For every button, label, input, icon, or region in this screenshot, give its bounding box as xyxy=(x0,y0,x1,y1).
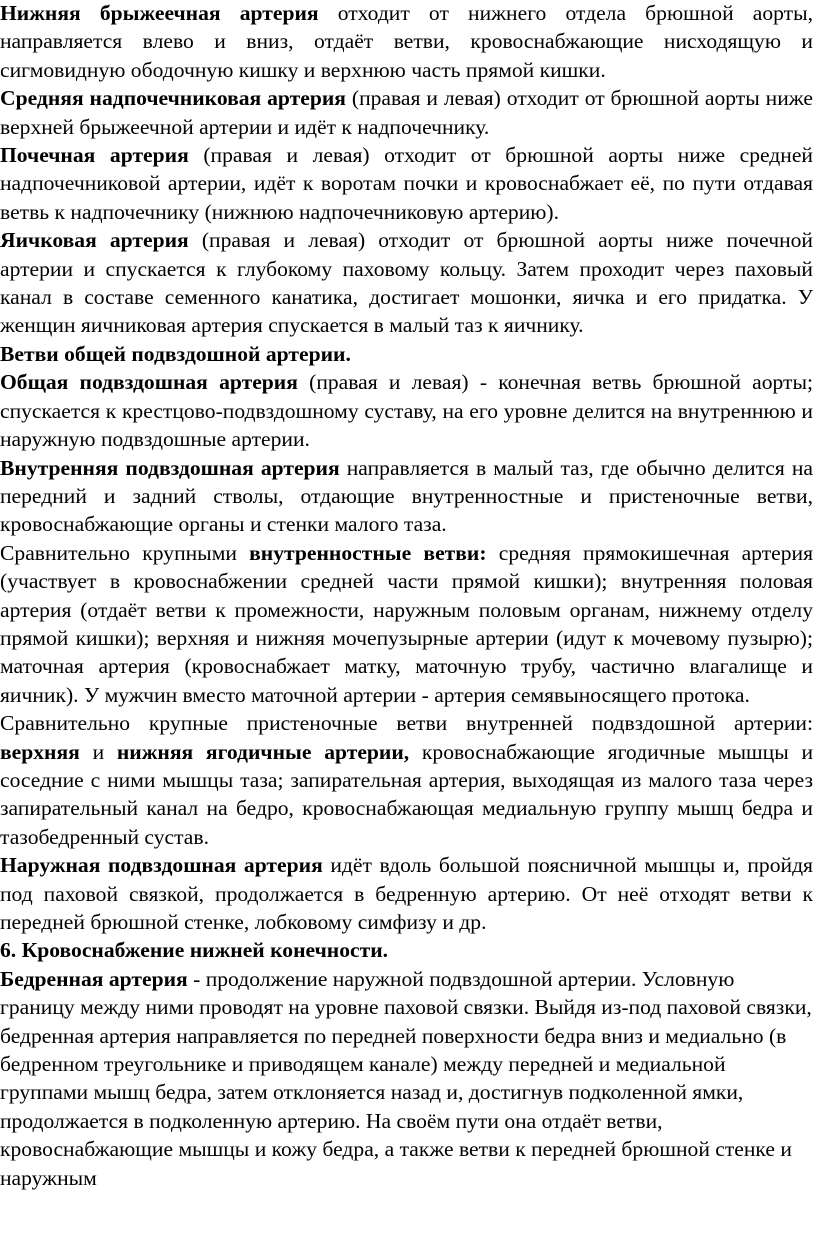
paragraph-text: (правая и левая) отходит от брюшной аорты ниже верхней брыжеечной артерии и идёт к надпочечнику. xyxy=(0,86,813,139)
paragraph-internal-iliac-artery xyxy=(0,454,813,539)
paragraph-text: направляется в малый таз, где обычно делится на передний и задний стволы, отдающие внутренностные и пристеночные ветви, кровоснабжающие органы и стенки малого таза. xyxy=(0,455,814,537)
paragraph-external-iliac-artery xyxy=(0,851,813,936)
term-femoral-artery: Бедренная артерия xyxy=(0,966,188,991)
paragraph-parietal-branches xyxy=(0,709,813,851)
paragraph-femoral-artery xyxy=(0,965,813,1192)
heading-text: Ветви общей подвздошной артерии. xyxy=(0,341,351,366)
term-superior: верхняя xyxy=(0,739,80,764)
paragraph-lead: Сравнительно крупные пристеночные ветви внутренней подвздошной артерии: xyxy=(0,711,813,736)
term-middle-suprarenal-artery: Средняя надпочечниковая артерия xyxy=(0,86,346,111)
paragraph-text: отходит от нижнего отдела брюшной аорты, направляется влево и вниз, отдаёт ветви, кровоснабжающие нисходящую и сигмовидную ободочную кишку и верхнюю часть прямой кишки. xyxy=(0,1,813,82)
paragraph-testicular-artery xyxy=(0,226,813,340)
term-external-iliac-artery: Наружная подвздошная артерия xyxy=(0,853,323,878)
paragraph-text: кровоснабжающие ягодичные мышцы и соседние с ними мышцы таза; запирательная артерия, выходящая из малого таза через запирательный канал на бедро, кровоснабжающая медиальную группу мышц бедра и тазобедренный сустав. xyxy=(0,739,814,849)
paragraph-mid: и xyxy=(79,739,117,764)
paragraph-text: идёт вдоль большой поясничной мышцы и, пройдя под паховой связкой, продолжается в бедренную артерию. От неё отходят ветви к передней брюшной стенке, лобковому симфизу и др. xyxy=(0,853,813,934)
term-renal-artery: Почечная артерия xyxy=(0,143,189,168)
term-internal-iliac-artery: Внутренняя подвздошная артерия xyxy=(0,455,340,480)
paragraph-visceral-branches xyxy=(0,539,813,709)
paragraph-common-iliac-artery xyxy=(0,368,813,453)
paragraph-middle-suprarenal-artery xyxy=(0,84,813,141)
section-heading-common-iliac-branches xyxy=(0,340,813,368)
term-visceral-branches: внутренностные ветви: xyxy=(249,540,487,565)
paragraph-inferior-mesenteric-artery xyxy=(0,0,813,84)
heading-text: 6. Кровоснабжение нижней конечности. xyxy=(0,938,389,963)
paragraph-text: (правая и левая) отходит от брюшной аорты ниже почечной артерии и спускается к глубокому паховому кольцу. Затем проходит через паховый канал в составе семенного канатика, достигает мошонки, яичка и его придатка. У женщин яичниковая артерия спускается в малый таз к яичнику. xyxy=(0,228,813,338)
paragraph-lead: Сравнительно крупными xyxy=(0,540,250,565)
section-heading-lower-limb xyxy=(0,936,813,964)
paragraph-text: (правая и левая) отходит от брюшной аорты ниже средней надпочечниковой артерии, идёт к воротам почки и кровоснабжает её, по пути отдавая ветвь к надпочечнику (нижнюю надпочечниковую артерию). xyxy=(0,143,813,224)
term-common-iliac-artery: Общая подвздошная артерия xyxy=(0,370,298,395)
paragraph-text: (правая и левая) - конечная ветвь брюшной аорты; спускается к крестцово-подвздошному суставу, на его уровне делится на внутреннюю и наружную подвздошные артерии. xyxy=(0,370,813,452)
term-testicular-artery: Яичковая артерия xyxy=(0,228,189,253)
paragraph-text: - продолжение наружной подвздошной артерии. Условную границу между ними проводят на уровне паховой связки. Выйдя из-под паховой связки, бедренная артерия направляется по передней поверхности бедра вниз и медиально (в бедренном треугольнике и приводящем канале) между передней и медиальной группами мышц бедра, затем отклоняется назад и, достигнув подколенной ямки, продолжается в подколенную артерию. На своём пути она отдаёт ветви, кровоснабжающие мышцы и кожу бедра, а также ветви к передней брюшной стенке и наружным xyxy=(0,966,812,1190)
paragraph-text: средняя прямокишечная артерия (участвует в кровоснабжении средней части прямой кишки); внутренняя половая артерия (отдаёт ветви к промежности, наружным половым органам, нижнему отделу прямой кишки); верхняя и нижняя мочепузырные артерии (идут к мочевому пузырю); маточная артерия (кровоснабжает матку, маточную трубу, частично влагалище и яичник). У мужчин вместо маточной артерии - артерия семявыносящего протока. xyxy=(0,540,814,707)
term-inferior-gluteal-arteries: нижняя ягодичные артерии, xyxy=(116,739,410,764)
term-inferior-mesenteric-artery: Нижняя брыжеечная артерия xyxy=(0,1,319,25)
paragraph-renal-artery xyxy=(0,141,813,226)
